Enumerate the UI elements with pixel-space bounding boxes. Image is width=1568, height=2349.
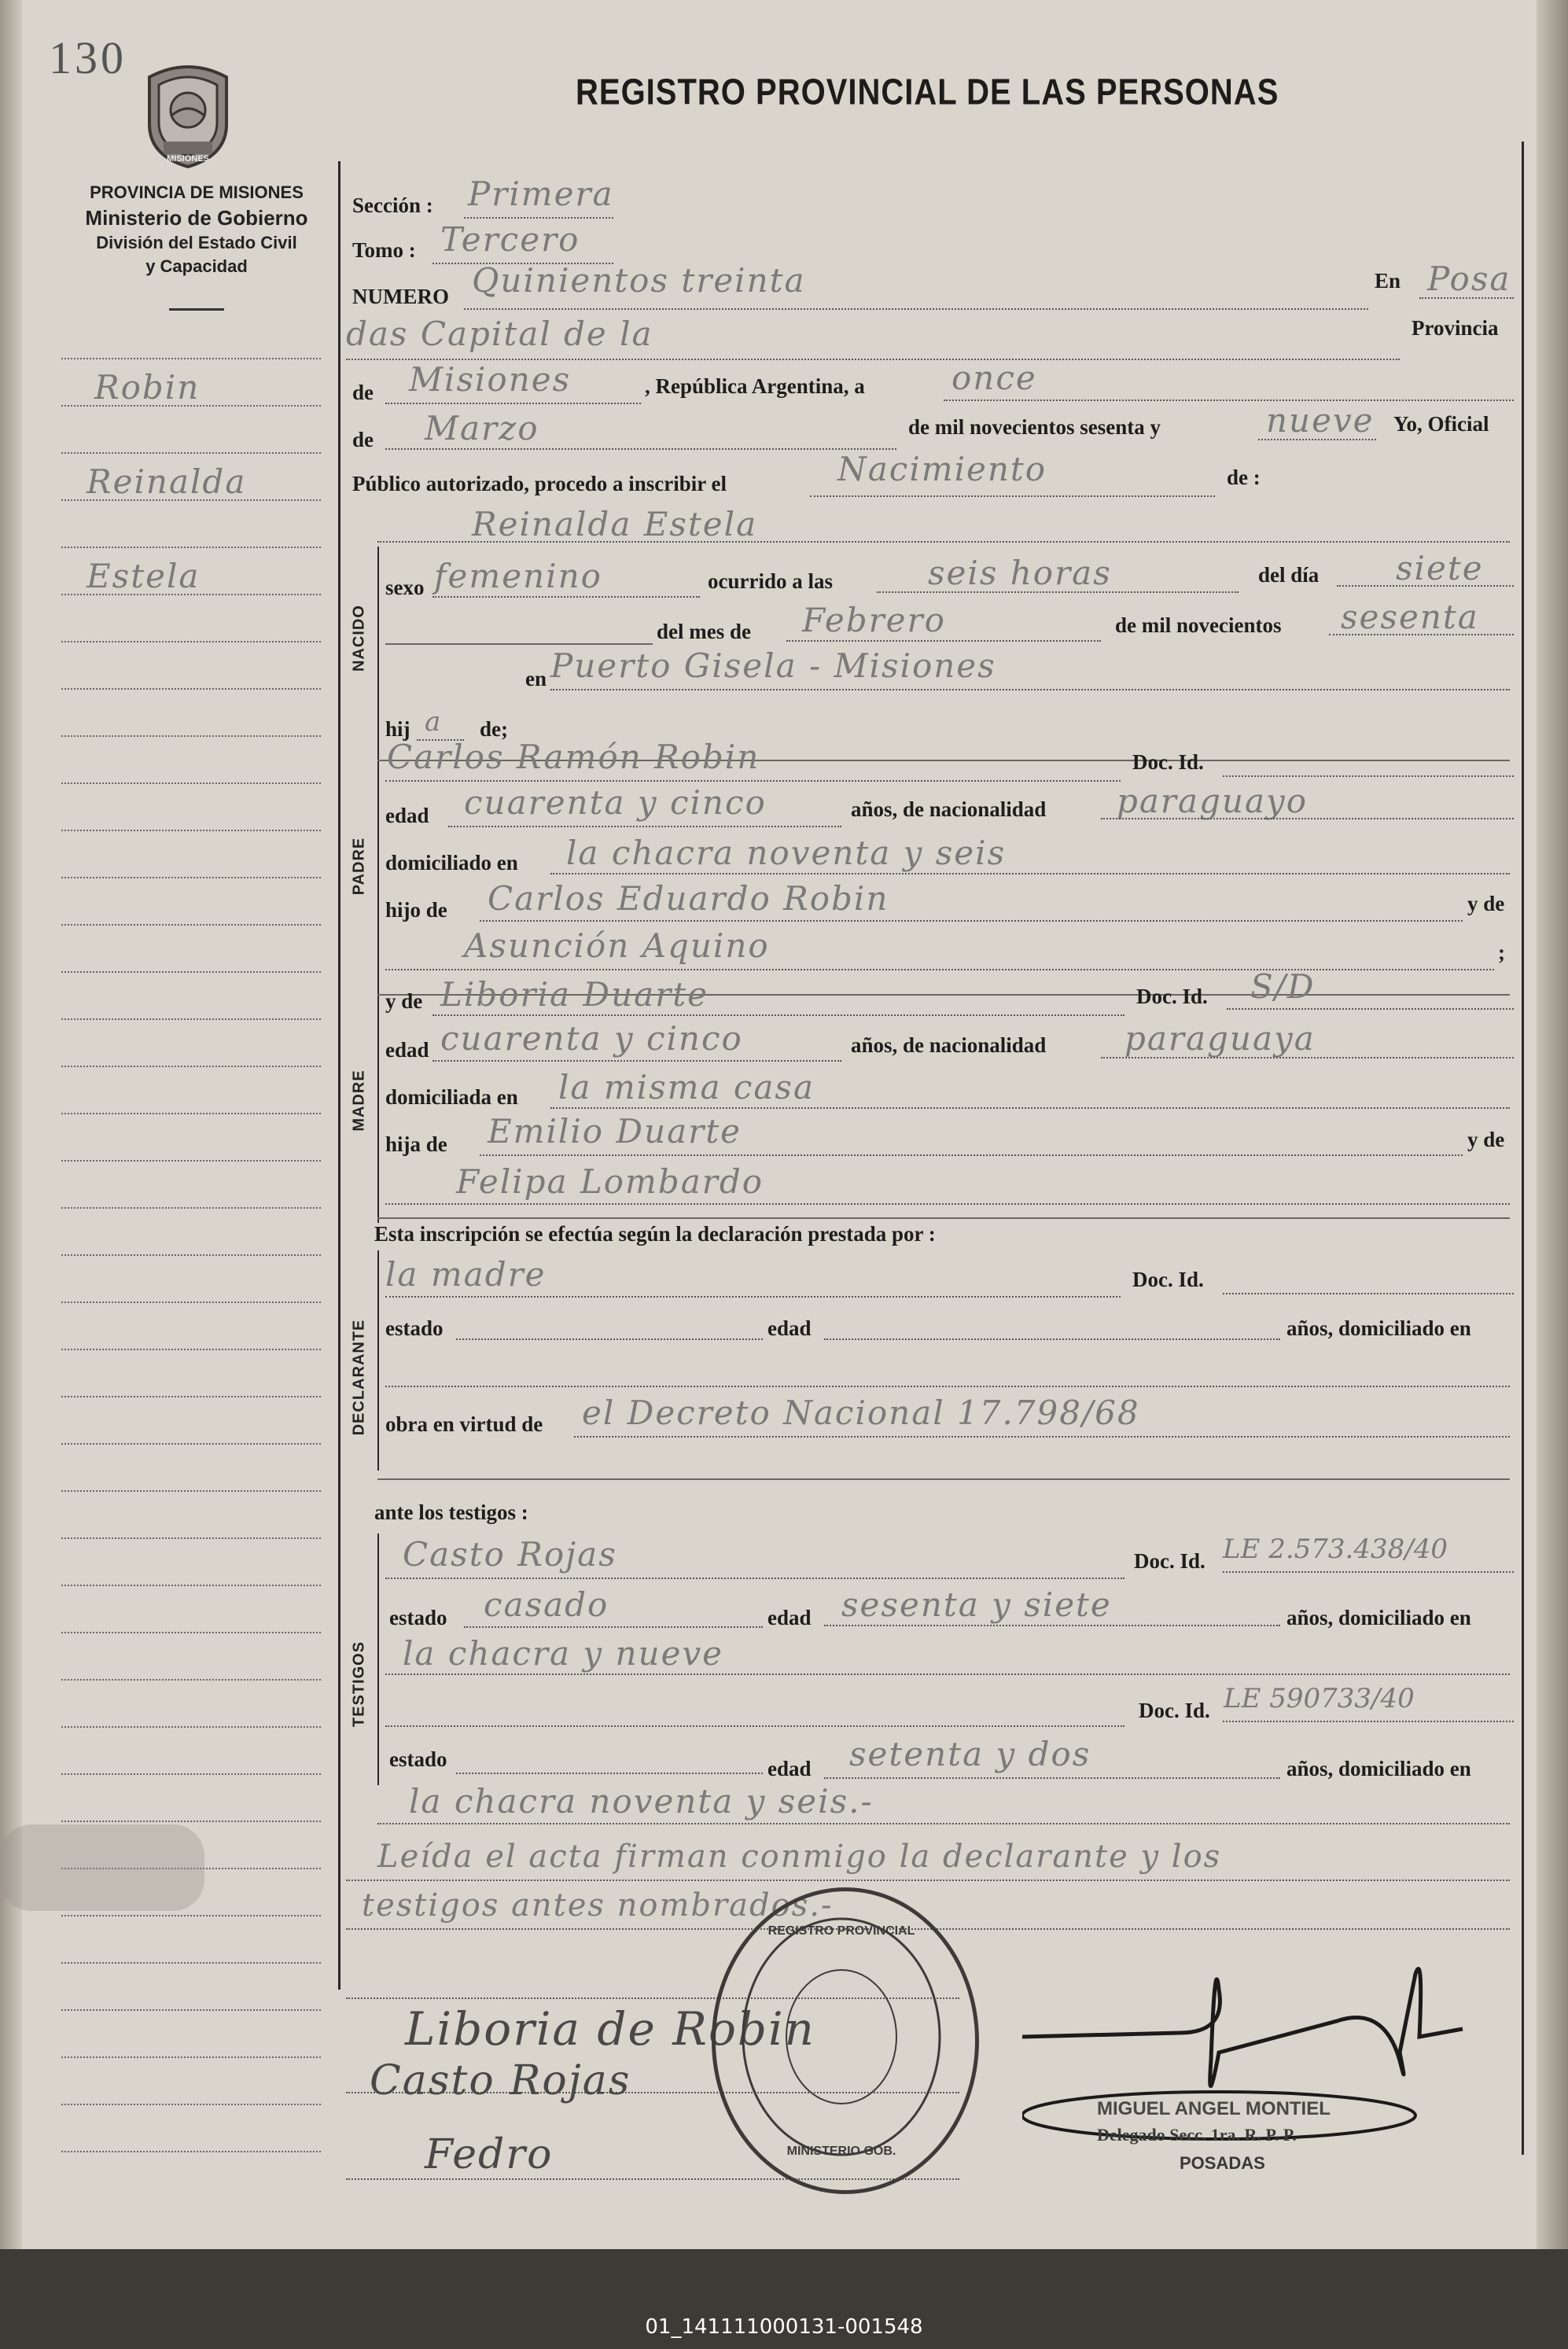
label-sesenta: de mil novecientos sesenta y xyxy=(908,415,1161,439)
margin-name-second: Estela xyxy=(86,557,201,595)
value-cierre2: testigos antes nombrados.- xyxy=(362,1887,834,1924)
value-hij-suffix: a xyxy=(425,706,441,738)
label-edad-declarante: edad xyxy=(767,1316,812,1340)
label-nac-padre: años, de nacionalidad xyxy=(851,797,1047,821)
label-tomo: Tomo : xyxy=(352,238,416,262)
margin-rule xyxy=(61,1207,321,1209)
label-estado-t2: estado xyxy=(389,1747,447,1771)
signature-casto: Casto Rojas xyxy=(370,2057,631,2104)
value-testigo1: Casto Rojas xyxy=(403,1535,617,1574)
margin-rule xyxy=(61,2056,321,2058)
label-seccion: Sección : xyxy=(352,193,433,217)
value-abuela-p: Asunción Aquino xyxy=(464,926,770,965)
margin-name-surname: Robin xyxy=(94,368,201,407)
label-dom-t2: años, domiciliado en xyxy=(1286,1757,1471,1780)
label-obra: obra en virtud de xyxy=(385,1412,543,1436)
value-testigo1-dom: la chacra y nueve xyxy=(403,1634,724,1673)
margin-rule xyxy=(61,2009,321,2011)
margin-rule xyxy=(61,1632,321,1633)
margin-rule xyxy=(61,2151,321,2152)
label-edad-madre: edad xyxy=(385,1038,429,1062)
value-city-b: das Capital de la xyxy=(346,315,653,353)
value-sexo: femenino xyxy=(434,557,602,595)
signature-liboria: Liboria de Robin xyxy=(405,2002,815,2056)
value-declarante: la madre xyxy=(385,1255,547,1294)
label-hijo-de: hijo de xyxy=(385,898,447,922)
official-name: MIGUEL ANGEL MONTIEL xyxy=(1097,2098,1331,2119)
margin-rule xyxy=(61,1490,321,1492)
margin-rule xyxy=(61,1443,321,1445)
label-republica: , República Argentina, a xyxy=(645,374,865,398)
page-edge xyxy=(1537,0,1568,2249)
label-dom-padre: domiciliado en xyxy=(385,851,518,874)
label-estado-t1: estado xyxy=(389,1606,447,1629)
label-publico: Público autorizado, procedo a inscribir el xyxy=(352,472,727,495)
form-left-border xyxy=(338,161,340,1990)
margin-rule xyxy=(61,1821,321,1822)
value-testigo2-doc: LE 590733/40 xyxy=(1224,1683,1415,1714)
svg-text:REGISTRO PROVINCIAL: REGISTRO PROVINCIAL xyxy=(767,1924,915,1938)
value-nombre: Reinalda Estela xyxy=(472,505,758,543)
value-lugar-nac: Puerto Gisela - Misiones xyxy=(550,646,996,685)
document-title: REGISTRO PROVINCIAL DE LAS PERSONAS xyxy=(576,72,1279,112)
value-padre-edad: cuarenta y cinco xyxy=(464,783,767,822)
label-de2: de xyxy=(352,428,374,451)
label-sexo: sexo xyxy=(385,576,425,599)
label-de: de xyxy=(352,381,374,404)
value-anio: nueve xyxy=(1266,401,1375,440)
section-declarante: DECLARANTE xyxy=(350,1319,368,1436)
margin-name-first: Reinalda xyxy=(86,462,247,501)
label-hij: hij xyxy=(385,717,410,741)
value-madre-dom: la misma casa xyxy=(558,1068,815,1106)
value-city-a: Posa xyxy=(1427,260,1511,298)
value-testigo2-dom: la chacra noventa y seis.- xyxy=(409,1782,874,1821)
value-mes-nac: Febrero xyxy=(802,601,946,639)
margin-rule xyxy=(61,830,321,831)
header-province: PROVINCIA DE MISIONES xyxy=(90,182,304,202)
page-number: 130 xyxy=(49,32,127,83)
label-doc-declarante: Doc. Id. xyxy=(1132,1268,1204,1291)
label-de-colon: de : xyxy=(1227,466,1261,489)
value-abuelo-m: Emilio Duarte xyxy=(488,1112,742,1151)
header-division: División del Estado Civil xyxy=(96,233,297,252)
margin-rule xyxy=(61,1113,321,1114)
label-edad-t1: edad xyxy=(767,1606,812,1629)
svg-text:MINISTERIO GOB.: MINISTERIO GOB. xyxy=(786,2145,896,2158)
value-padre-nac: paraguayo xyxy=(1117,782,1309,820)
margin-rule xyxy=(61,1537,321,1539)
label-y-de-madre: y de xyxy=(385,989,423,1013)
label-mil-novecientos: de mil novecientos xyxy=(1115,613,1282,637)
margin-rule xyxy=(61,1018,321,1020)
value-decreto: el Decreto Nacional 17.798/68 xyxy=(582,1394,1140,1432)
label-de-semi: de; xyxy=(480,717,508,741)
margin-rule xyxy=(61,924,321,926)
label-ante: ante los testigos : xyxy=(374,1500,528,1524)
label-edad-t2: edad xyxy=(767,1757,812,1780)
official-seal xyxy=(712,1887,979,2194)
margin-rule xyxy=(61,452,321,454)
official-role: Delegado Secc. 1ra. R. P. P. xyxy=(1097,2125,1297,2145)
label-semicolon: ; xyxy=(1498,941,1505,964)
value-abuela-m: Felipa Lombardo xyxy=(456,1162,764,1201)
label-numero: NUMERO xyxy=(352,285,449,308)
label-doc-padre: Doc. Id. xyxy=(1132,750,1204,774)
value-seccion: Primera xyxy=(468,175,614,213)
label-provincia: Provincia xyxy=(1412,316,1499,340)
label-dom-t1: años, domiciliado en xyxy=(1286,1606,1471,1629)
label-edad-padre: edad xyxy=(385,804,429,827)
value-madre-edad: cuarenta y cinco xyxy=(440,1019,743,1058)
margin-rule xyxy=(61,735,321,737)
margin-rule xyxy=(61,1396,321,1397)
value-abuelo-p: Carlos Eduardo Robin xyxy=(488,879,889,918)
margin-rule xyxy=(61,1066,321,1067)
value-dia-nac: siete xyxy=(1396,549,1484,587)
label-y-de-m: y de xyxy=(1467,1128,1505,1151)
margin-rule xyxy=(61,358,321,359)
value-testigo1-estado: casado xyxy=(484,1585,609,1624)
value-padre-nombre: Carlos Ramón Robin xyxy=(387,738,760,776)
value-hora: seis horas xyxy=(928,554,1112,592)
margin-rule xyxy=(61,782,321,784)
value-padre-dom: la chacra noventa y seis xyxy=(566,834,1007,872)
header-ministry: Ministerio de Gobierno xyxy=(85,206,308,230)
label-doc-madre: Doc. Id. xyxy=(1136,985,1208,1008)
label-ocurrido: ocurrido a las xyxy=(708,569,833,593)
label-dom-declarante: años, domiciliado en xyxy=(1286,1316,1471,1340)
value-madre-nombre: Liboria Duarte xyxy=(440,975,709,1014)
label-doc-t1: Doc. Id. xyxy=(1134,1549,1205,1573)
value-cierre1: Leída el acta firman conmigo la declarante y los xyxy=(377,1839,1222,1875)
value-acto: Nacimiento xyxy=(837,450,1047,488)
margin-rule xyxy=(61,547,321,548)
signature-fedro: Fedro xyxy=(425,2131,554,2178)
margin-rule xyxy=(61,1160,321,1162)
value-dia: once xyxy=(951,359,1037,397)
margin-rule xyxy=(61,877,321,878)
label-nac-madre: años, de nacionalidad xyxy=(851,1033,1047,1057)
section-padre: PADRE xyxy=(350,837,368,896)
margin-rule xyxy=(61,1302,321,1303)
margin-rule xyxy=(61,1773,321,1775)
label-y-de-p: y de xyxy=(1467,892,1505,915)
margin-rule xyxy=(61,688,321,690)
margin-rule xyxy=(61,641,321,642)
value-testigo2-edad: setenta y dos xyxy=(849,1735,1091,1773)
label-doc-t2: Doc. Id. xyxy=(1139,1699,1210,1722)
value-testigo1-doc: LE 2.573.438/40 xyxy=(1223,1533,1448,1565)
label-en: En xyxy=(1375,269,1401,293)
value-tomo: Tercero xyxy=(440,220,580,259)
label-estado-declarante: estado xyxy=(385,1316,444,1340)
crest-label: MISIONES xyxy=(167,154,209,164)
value-mes: Marzo xyxy=(425,409,539,447)
value-madre-nac: paraguaya xyxy=(1124,1019,1316,1058)
official-city: POSADAS xyxy=(1180,2153,1265,2173)
section-testigos: TESTIGOS xyxy=(350,1640,368,1728)
label-hija-de: hija de xyxy=(385,1132,447,1156)
label-del-mes: del mes de xyxy=(657,620,751,643)
label-del-dia: del día xyxy=(1258,563,1320,587)
stain xyxy=(0,1824,204,1911)
label-en-lugar: en xyxy=(525,667,547,690)
label-inscripcion: Esta inscripción se efectúa según la declaración prestada por : xyxy=(374,1222,936,1246)
label-dom-madre: domiciliada en xyxy=(385,1085,518,1109)
margin-rule xyxy=(61,1726,321,1728)
margin-rule xyxy=(61,1962,321,1964)
margin-rule xyxy=(61,1679,321,1681)
value-numero: Quinientos treinta xyxy=(472,261,806,300)
book-spine xyxy=(0,0,22,2249)
header-capacity: y Capacidad xyxy=(145,256,248,276)
margin-rule xyxy=(61,1915,321,1916)
value-testigo1-edad: sesenta y siete xyxy=(841,1585,1112,1624)
value-provincia: Misiones xyxy=(409,360,572,399)
label-oficial: Yo, Oficial xyxy=(1393,412,1489,436)
margin-rule xyxy=(61,1349,321,1350)
form-right-border xyxy=(1522,142,1524,2155)
value-anio-nac: sesenta xyxy=(1341,598,1479,636)
file-name: 01_141111000131-001548 xyxy=(645,2315,923,2339)
value-madre-doc: S/D xyxy=(1250,967,1316,1006)
section-nacido: NACIDO xyxy=(350,605,368,672)
margin-rule xyxy=(61,2104,321,2105)
margin-rule xyxy=(61,1254,321,1256)
section-madre: MADRE xyxy=(350,1070,368,1132)
margin-rule xyxy=(61,1585,321,1586)
margin-rule xyxy=(61,971,321,973)
crest-icon xyxy=(142,61,234,168)
